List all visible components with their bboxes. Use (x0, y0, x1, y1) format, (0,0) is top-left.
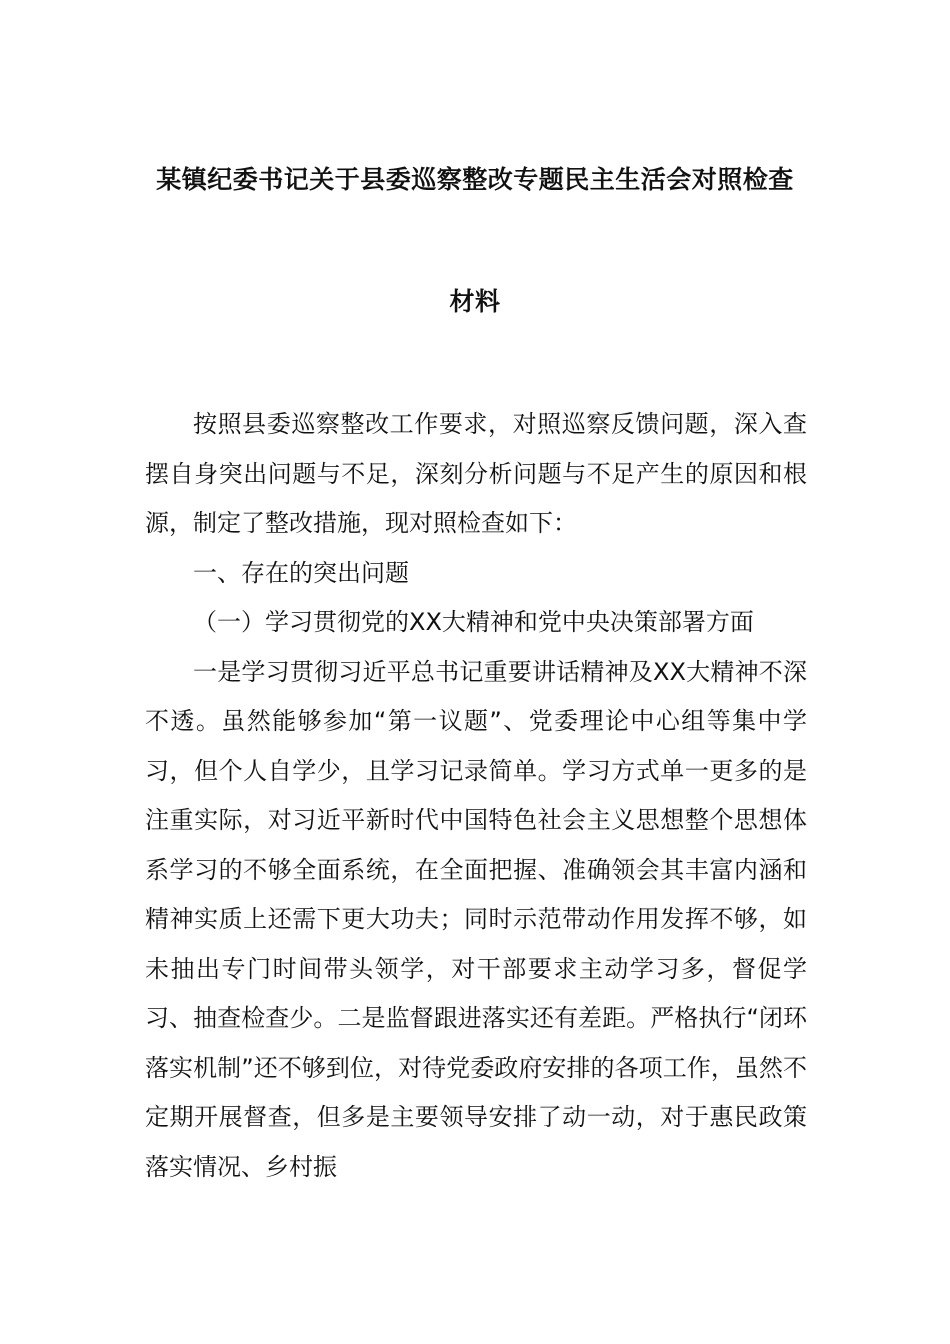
intro-paragraph: 按照县委巡察整改工作要求，对照巡察反馈问题，深入查摆自身突出问题与不足，深刻分析问题与不足产生的原因和根源，制定了整改措施，现对照检查如下： (145, 410, 807, 537)
section-heading-1: 一、存在的突出问题 (193, 558, 409, 587)
subsection-heading-1: （一）学习贯彻党的XX大精神和党中央决策部署方面 (193, 608, 754, 636)
subsection-body-1: 一是学习贯彻习近平总书记重要讲话精神及XX大精神不深不透。虽然能够参加“第一议题”、党委理论中心组等集中学习，但个人自学少，且学习记录简单。学习方式单一更多的是注重实际，对习近平新时代中国特色社会主义思想整个思想体系学习的不够全面系统，在全面把握、准确领会其丰富内涵和精神实质上还需下更大功夫；同时示范带动作用发挥不够，如未抽出专门时间带头领学，对干部要求主动学习多，督促学习、抽查检查少。二是监督跟进落实还有差距。严格执行“闭环落实机制”还不够到位，对待党委政府安排的各项工作，虽然不定期开展督查，但多是主要领导安排了动一动，对于惠民政策落实情况、乡村振 (145, 657, 807, 1181)
document-title-line-1: 某镇纪委书记关于县委巡察整改专题民主生活会对照检查 (156, 165, 794, 194)
document-title-line-2: 材料 (449, 287, 501, 316)
document-body (145, 400, 807, 1192)
